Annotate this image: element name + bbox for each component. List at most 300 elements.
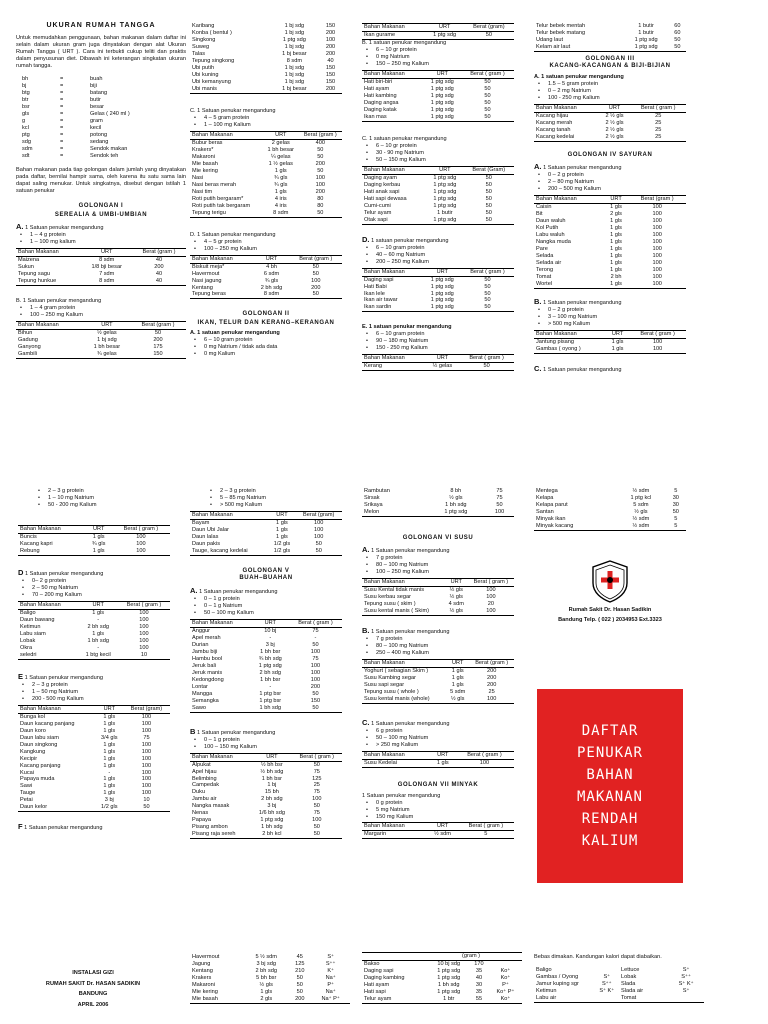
table-row <box>534 274 686 281</box>
table-cell: 4 iris <box>274 202 287 209</box>
column-header: Bahan Makanan <box>18 249 59 256</box>
food-name: Hati biri-biri <box>364 78 393 85</box>
food-name: Susu Kambing segar <box>364 675 416 682</box>
bullet-list <box>32 578 170 599</box>
food-name: Ubi kuning <box>192 71 219 78</box>
food-table <box>362 751 514 768</box>
table-row <box>18 749 170 756</box>
table-row <box>190 968 350 975</box>
table-row <box>534 112 686 119</box>
table-cell: 1 gls <box>276 533 288 540</box>
column-header: Berat ( gram ) <box>640 330 675 337</box>
table-row <box>190 656 342 663</box>
table-row <box>190 649 342 656</box>
food-name: Slada air <box>621 987 644 994</box>
table-cell: 100 <box>652 274 662 281</box>
section-letter: A. <box>16 222 24 232</box>
table-cell: 1 ptg sdg <box>634 36 658 43</box>
bullet-list <box>30 232 186 246</box>
food-name: Selada air <box>536 260 562 267</box>
table-row <box>190 691 342 698</box>
food-name: Maizena <box>18 257 40 264</box>
column-header: Bahan Makanan <box>364 823 405 830</box>
table-cell: 1 bj besar <box>282 50 307 57</box>
table-cell: 5 <box>674 515 678 522</box>
table-row <box>190 168 342 175</box>
table-cell: 10 bj <box>264 627 277 634</box>
table-cell: 100 <box>141 720 152 727</box>
table-row <box>190 147 342 154</box>
food-name: Daun labu siam <box>20 734 59 741</box>
food-name: Labu waluh <box>536 232 565 239</box>
table-cell: - <box>314 634 317 641</box>
free-foods-intro: Bebas dimakan. Kandungan kalori dapat diabaikan. <box>534 954 662 960</box>
food-table <box>362 70 514 122</box>
food-name: Wortel <box>536 281 553 288</box>
column-header: Bahan Makanan <box>364 24 405 30</box>
table-row <box>190 534 342 541</box>
food-table <box>362 354 514 371</box>
table-row <box>190 541 342 548</box>
table-cell: 1 gls <box>451 682 464 689</box>
table-row <box>362 284 514 291</box>
column-header: URT <box>101 322 113 329</box>
column-header: URT <box>436 355 449 362</box>
table-cell: 210 <box>295 967 305 974</box>
table-row <box>534 44 686 51</box>
table-cell: 150 <box>325 64 336 71</box>
table-cell: 1 bj <box>267 782 277 789</box>
food-name: Telur ayam <box>364 209 392 216</box>
food-name: Otak sapi <box>364 216 388 223</box>
section-d-heading <box>362 235 514 245</box>
food-name: Jambu biji <box>192 648 218 655</box>
table-row <box>190 789 342 796</box>
table-cell: 200 <box>311 284 321 291</box>
food-name: Roti putih tak bergaram <box>192 202 251 209</box>
food-name: Daging kambing <box>364 974 405 981</box>
abbreviation-meaning: butir <box>90 96 101 103</box>
column-header: Bahan Makanan <box>364 752 405 759</box>
food-name: Sawo <box>192 704 206 711</box>
table-cell: 75 <box>313 768 320 775</box>
table-row <box>362 968 522 975</box>
table-cell: 5 <box>484 831 488 838</box>
food-name: Telur ayam <box>364 995 392 1002</box>
food-name: Nasi jagung <box>192 277 222 284</box>
table-row <box>18 645 170 652</box>
table-cell: ½ gls <box>449 494 463 501</box>
table-cell: 50 <box>317 209 324 216</box>
table-row <box>16 337 186 344</box>
column-header: Berat ( gram ) <box>123 525 159 532</box>
table-cell: 1 gls <box>92 547 105 554</box>
table-cell: 200 <box>315 188 325 195</box>
table-cell: 50 <box>143 804 150 811</box>
table-cell: 1 ptg sdg <box>433 188 457 195</box>
table-row <box>190 705 342 712</box>
food-name: Campedak <box>192 782 220 789</box>
bullet-item: • 200 – 500 mg Kalium <box>548 186 686 193</box>
food-name: Ikan air tawar <box>364 297 398 304</box>
food-name: Tepung beras <box>192 291 226 298</box>
table-cell: 100 <box>312 817 322 824</box>
food-name: Pisang ambon <box>192 824 228 831</box>
food-table <box>18 601 170 660</box>
food-name: Pare <box>536 246 548 253</box>
table-cell: 150 <box>325 71 336 78</box>
food-table <box>362 488 514 517</box>
table-cell: 2 ½ gls <box>605 119 624 126</box>
bullet-item: • > 250 mg Kalium <box>376 742 514 749</box>
table-row <box>190 698 342 705</box>
section-text: 1 Satuan penukar mengandung <box>199 588 278 595</box>
table-cell: 40 <box>155 271 163 278</box>
table-cell: 35 <box>475 967 483 974</box>
table-cell: 1 bh sdg <box>259 704 282 711</box>
section-c-heading: C. 1 satuan penukar mengandung <box>362 135 447 142</box>
equals-sign: = <box>60 138 64 145</box>
column-header: Bahan Makanan <box>192 511 233 518</box>
table-cell: Ko⁺ <box>500 995 511 1002</box>
abbreviation-row <box>22 132 186 139</box>
section-letter: F <box>18 822 23 832</box>
table-row <box>18 548 170 555</box>
table-cell: 200 <box>325 29 336 36</box>
table-cell: 1 bh bsr <box>260 648 281 655</box>
table-cell: 25 <box>655 126 662 133</box>
table-cell: 1 ptg sdg <box>634 43 658 50</box>
table-cell: 50 <box>485 188 492 195</box>
table-cell: ½ gls <box>449 594 463 601</box>
table-cell: 1 gls <box>92 533 105 540</box>
column-header: Bahan Makanan <box>536 104 577 111</box>
table-cell: 30 <box>475 981 483 988</box>
bullet-item: • 0 – 1 g Natrium <box>204 603 342 610</box>
table-cell: 1 ptg sdg <box>430 290 454 297</box>
table-cell: 2 bh kcl <box>262 831 282 838</box>
food-name: Daun pakis <box>192 540 220 547</box>
table-cell: ¾ gls <box>264 277 279 284</box>
food-name: Cumi-cumi <box>364 202 391 209</box>
equals-sign: = <box>60 145 64 152</box>
table-row <box>190 72 342 79</box>
table-row <box>190 196 342 203</box>
panel-sayuran-continued <box>18 488 170 908</box>
table-cell: 1 butir <box>437 209 453 216</box>
back-free-foods <box>534 954 704 1024</box>
food-name: Ubi putih <box>192 64 215 71</box>
bullet-item: • 1 – 4 g protein <box>30 232 186 239</box>
table-row <box>18 638 170 645</box>
column-header: Berat (gram) <box>130 705 163 712</box>
table-cell: 50 <box>485 174 492 181</box>
food-table <box>362 822 514 839</box>
food-name: Kerang <box>364 363 383 370</box>
column-header: Berat (gram) <box>473 24 505 30</box>
back-table-protein <box>362 952 522 1024</box>
table-row <box>190 824 342 831</box>
table-header-row <box>362 268 514 276</box>
hospital-address: Bandung Telp. ( 022 ) 2034953 Ext.3323 <box>558 616 662 623</box>
table-cell: 1 ptg bsr <box>259 690 282 697</box>
food-name: Konba ( bentul ) <box>192 29 232 36</box>
column-header: Berat ( gram ) <box>298 619 333 626</box>
table-cell: 1 ptg sdg <box>433 216 457 223</box>
table-cell: 2 bh sdg <box>259 669 282 676</box>
table-cell: 2 gelas <box>271 139 290 146</box>
food-table <box>534 330 686 354</box>
food-name: Tauge <box>20 790 36 797</box>
table-row <box>190 684 342 691</box>
table-cell: 1 butir <box>638 29 654 36</box>
table-cell: 40 <box>155 257 163 264</box>
table-row <box>190 58 342 65</box>
table-cell: 150 <box>310 697 321 704</box>
free-foods-columns <box>534 967 704 1003</box>
food-table <box>362 23 514 40</box>
section-b-heading <box>534 297 686 307</box>
table-cell: 3 bj <box>104 797 114 804</box>
food-name: Kol Putih <box>536 225 559 232</box>
food-name: Petai <box>20 797 33 804</box>
cover-line: KALIUM <box>581 833 639 849</box>
table-row <box>190 278 342 285</box>
equals-sign: = <box>60 82 64 89</box>
food-name: Margarin <box>364 831 387 838</box>
food-table <box>534 23 686 52</box>
food-name: Susu kental manis (whole) <box>364 696 430 703</box>
table-cell: 1 bj besar <box>282 85 307 92</box>
food-name: Tepung hunkue <box>18 278 57 285</box>
table-row <box>534 267 686 274</box>
bullet-item: • 250 – 400 mg Kalium <box>376 650 514 657</box>
table-cell: 100 <box>315 181 325 188</box>
food-name: Kentang <box>192 967 213 974</box>
table-cell: 50 <box>496 501 503 508</box>
table-cell: 75 <box>496 488 503 494</box>
food-name: Daging kerbau <box>364 181 401 188</box>
food-name: Kacang kedelai <box>536 133 575 140</box>
table-cell: 100 <box>141 727 152 734</box>
table-row <box>16 344 186 351</box>
food-name: Papaya <box>192 817 211 824</box>
food-name: Mie kering <box>192 988 218 995</box>
equals-sign: = <box>60 152 64 159</box>
table-cell: 2 ½ gls <box>605 126 624 133</box>
table-cell: 50 <box>312 291 319 298</box>
table-cell: 50 <box>315 540 322 547</box>
section-b-heading: B. 1 satuan penukar mengandung <box>362 39 447 46</box>
bullet-item: • 1 – 100 mg Kalium <box>204 122 342 129</box>
food-name: Susu Kedelai <box>364 760 397 767</box>
table-cell: 100 <box>652 204 662 211</box>
free-foods-table <box>619 967 704 1003</box>
bullet-item: • 7 g protein <box>376 555 514 562</box>
food-name: Havermout <box>192 270 220 277</box>
table-row <box>534 253 686 260</box>
table-cell: 5 <box>674 522 678 529</box>
section-f-heading <box>18 822 170 832</box>
food-table <box>16 248 186 286</box>
bullet-list <box>548 307 686 328</box>
table-row <box>190 189 342 196</box>
panel-kacang-sayuran <box>534 23 686 443</box>
golongan-7-title: GOLONGAN VII MINYAK <box>397 782 479 789</box>
column-header: (gram ) <box>462 953 481 959</box>
column-header: Bahan Makanan <box>192 131 233 138</box>
food-name: Hambu bool <box>192 655 223 662</box>
abbreviation: sdg <box>22 138 32 145</box>
section-letter: A. <box>362 545 370 555</box>
table-cell: 1 gls <box>103 727 116 734</box>
food-name: Gambas ( oyong ) <box>536 345 581 352</box>
table-cell: 10 bj sdg <box>437 960 461 967</box>
table-cell: 50 <box>484 290 491 297</box>
table-row <box>534 281 686 288</box>
food-table <box>362 268 514 313</box>
bullet-item: • 0 g protein <box>376 800 514 807</box>
table-row <box>18 776 170 783</box>
column-header: Berat ( gram ) <box>469 355 504 362</box>
column-header: Bahan Makanan <box>20 525 61 532</box>
food-name: Melon <box>364 508 380 515</box>
table-cell: 1 bh bsr <box>260 676 281 683</box>
bullet-item: • 80 – 100 mg Natrium <box>376 643 514 650</box>
abbreviation-list <box>22 76 186 160</box>
food-name: Srikaya <box>364 501 383 508</box>
column-header: Berat ( gram ) <box>470 70 505 77</box>
panel-susu-minyak <box>362 488 514 908</box>
table-row <box>18 804 170 811</box>
table-row <box>16 330 186 337</box>
table-cell: 1 ptg sdg <box>433 174 457 181</box>
table-row <box>362 509 514 516</box>
table-row <box>190 663 342 670</box>
food-name: Rambutan <box>364 488 390 494</box>
table-cell: 50 <box>296 974 303 981</box>
food-name: Ikan sardin <box>364 304 392 311</box>
table-cell: 200 <box>325 43 336 50</box>
food-name: Kacang panjang <box>20 762 61 769</box>
table-cell: 100 <box>314 533 324 540</box>
abbreviation-meaning: sedang <box>90 138 109 145</box>
column-header: Bahan Makanan <box>364 268 405 275</box>
column-header: Bahan Makanan <box>192 619 233 626</box>
table-cell: 1 bh sdg <box>87 637 109 644</box>
table-cell: 100 <box>312 796 322 803</box>
table-row <box>362 31 514 39</box>
section-text: 1 Satuan penukar mengandung <box>24 570 104 577</box>
table-cell: 200 <box>486 668 497 675</box>
table-cell: 50 <box>484 92 491 99</box>
table-cell: 8 sdm <box>99 278 115 285</box>
table-cell: Ko⁺ P⁺ <box>496 988 515 995</box>
food-name: Lettuce <box>621 966 640 973</box>
bullet-list <box>48 488 170 509</box>
table-row <box>190 782 342 789</box>
table-cell: 200 <box>295 995 305 1002</box>
table-cell: 100 <box>652 253 662 260</box>
table-cell: 20 <box>487 601 495 608</box>
table-cell <box>595 995 619 1002</box>
table-cell: 50 <box>484 276 491 283</box>
table-row <box>16 351 186 358</box>
table-cell: 50 <box>485 209 492 216</box>
section-letter: C. <box>362 718 370 728</box>
table-cell: 1 gls <box>92 630 105 637</box>
table-cell: - <box>97 644 100 651</box>
table-cell: 50 <box>485 195 492 202</box>
column-header: URT <box>100 249 113 256</box>
section-d-heading <box>18 568 170 578</box>
section-title: UKURAN RUMAH TANGGA <box>46 22 156 29</box>
cover-line: PENUKAR <box>576 745 643 761</box>
abbreviation-meaning: potong <box>90 131 108 138</box>
table-cell: ½ gls <box>634 508 648 515</box>
column-header: URT <box>264 619 276 626</box>
table-cell: Ko⁺ <box>500 974 511 981</box>
section-text: 1 Satuan penukar mengandung <box>371 721 450 728</box>
table-row <box>362 502 514 509</box>
food-name: Biskuit meja* <box>192 263 225 270</box>
table-cell: 1 gls <box>276 526 288 533</box>
bullet-item: • 6 g protein <box>376 728 514 735</box>
table-cell: 200 <box>486 675 497 682</box>
abbreviation: sdt <box>22 152 30 159</box>
table-cell <box>489 961 522 968</box>
column-header: Berat ( gram ) <box>126 601 162 608</box>
bullet-item: • 50 – 100 mg Natrium <box>376 735 514 742</box>
cover-line: RENDAH <box>581 811 639 827</box>
equals-sign: = <box>60 75 64 82</box>
table-cell: 50 <box>484 106 491 113</box>
table-row <box>534 127 686 134</box>
table-cell: 2 bh sdg <box>260 284 283 291</box>
bullet-item: • 3 – 100 mg Natrium <box>548 314 686 321</box>
equals-sign: = <box>60 117 64 124</box>
table-cell: 25 <box>655 133 662 140</box>
food-name: Daun kelor <box>20 804 48 811</box>
table-row <box>190 86 342 93</box>
food-table <box>362 659 514 704</box>
bullet-list <box>204 239 342 253</box>
table-cell: 200 <box>310 683 321 690</box>
table-cell: 1 bh bsr <box>261 775 282 782</box>
table-cell: 100 <box>486 587 496 594</box>
table-cell: P⁺ <box>502 981 509 988</box>
table-cell: 1 gls <box>103 790 116 797</box>
bullet-item: • 2 – 80 mg Natrium <box>548 179 686 186</box>
table-row <box>362 93 514 100</box>
food-name: Kelapa parut <box>536 501 568 508</box>
table-row <box>534 260 686 267</box>
food-name: Yoghurt ( sebagian Skim ) <box>364 668 429 675</box>
table-cell: 100 <box>652 267 662 274</box>
table-cell: 200 <box>325 50 336 57</box>
table-cell: 50 <box>312 704 319 711</box>
table-row <box>190 796 342 803</box>
bullet-list <box>376 143 514 164</box>
table-header-row <box>190 255 342 263</box>
table-row <box>18 541 170 548</box>
table-cell: 75 <box>312 627 319 634</box>
table-row <box>190 51 342 58</box>
table-cell: 7 sdm <box>99 271 115 278</box>
bullet-item: • 50 – 150 mg Kalium <box>376 157 514 164</box>
food-name: Mangga <box>192 690 213 697</box>
bullet-item: • 150 - 250 mg Kalium <box>376 345 514 352</box>
